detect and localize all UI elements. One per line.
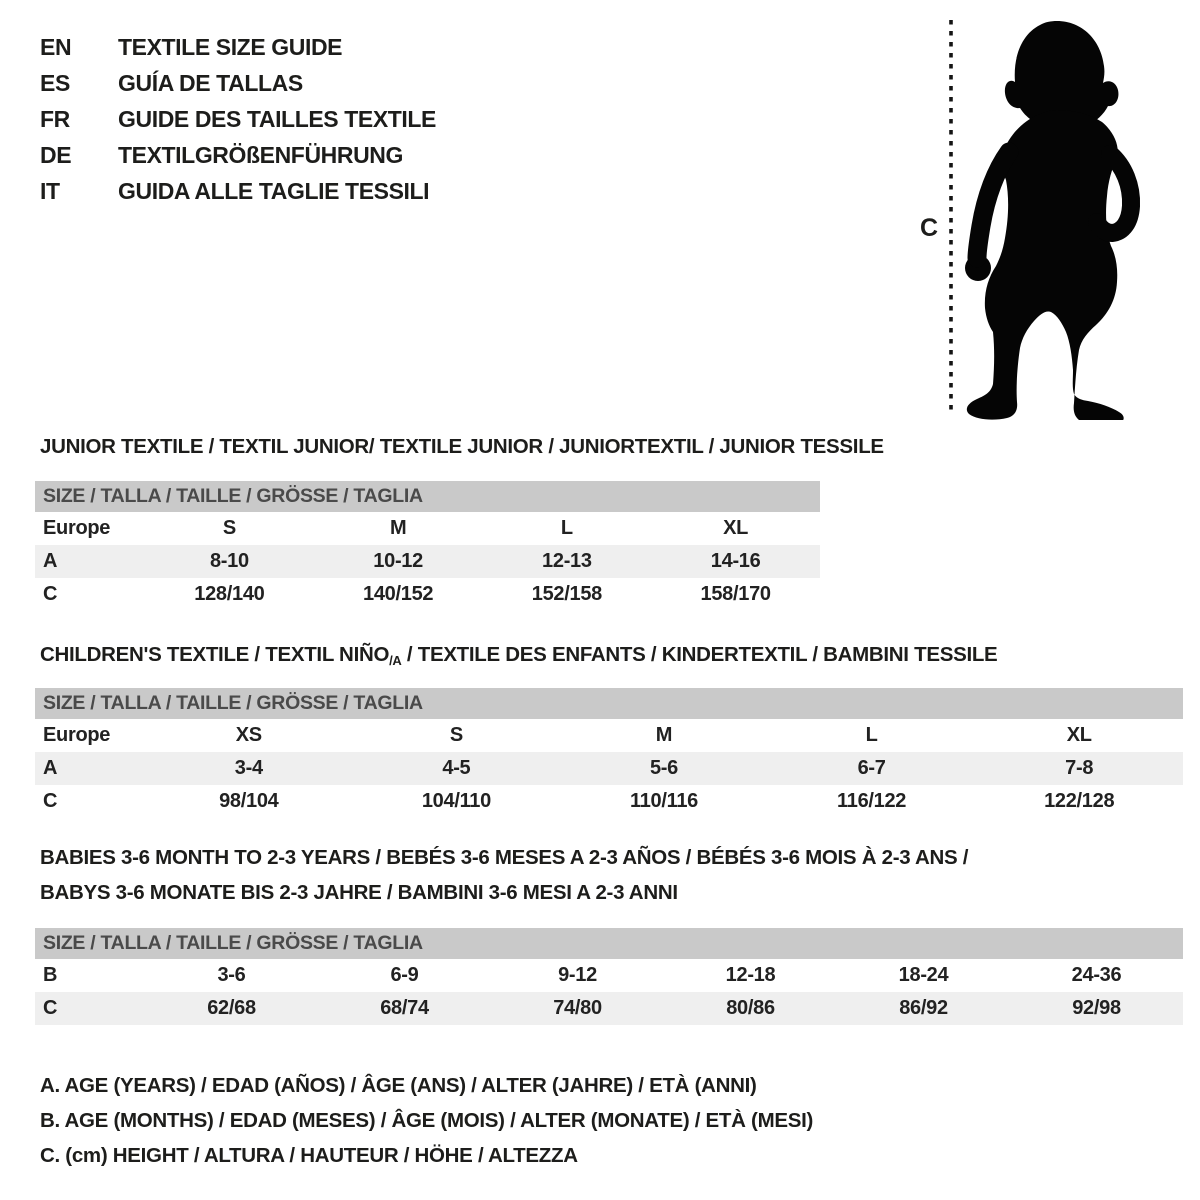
language-code: DE: [40, 141, 72, 168]
table-cell: 24-36: [1071, 964, 1122, 986]
language-code: FR: [40, 105, 70, 132]
table-row-europe: [35, 719, 1183, 752]
size-header-band: SIZE / TALLA / TAILLE / GRÖSSE / TAGLIA: [35, 481, 820, 512]
row-label: C: [43, 583, 58, 605]
table-cell: 6-7: [768, 752, 976, 785]
size-header-band: SIZE / TALLA / TAILLE / GRÖSSE / TAGLIA: [35, 688, 1183, 719]
guide-title-fr: GUIDE DES TAILLES TEXTILE: [118, 105, 436, 132]
language-row-it: [40, 173, 436, 209]
guide-title-es: GUÍA DE TALLAS: [118, 69, 303, 96]
table-row-age: [35, 752, 1183, 785]
language-row-es: [40, 65, 436, 101]
table-cell: L: [560, 517, 573, 539]
table-cell: M: [389, 517, 407, 539]
row-label: Europe: [43, 517, 111, 539]
table-cell: 8-10: [145, 545, 314, 578]
table-cell: 152/158: [531, 583, 602, 605]
children-title-post: / TEXTILE DES ENFANTS / KINDERTEXTIL / BAMBINI TESSILE: [401, 643, 998, 666]
measure-legend: [40, 1068, 813, 1173]
table-cell: 7-8: [975, 752, 1183, 785]
table-cell: S: [222, 517, 236, 539]
table-cell: XL: [1066, 724, 1092, 746]
table-row-europe: [35, 512, 820, 545]
table-cell: 10-12: [314, 545, 483, 578]
row-label: Europe: [43, 724, 111, 746]
table-cell: 18-24: [898, 964, 949, 986]
table-cell: 4-5: [353, 752, 561, 785]
table-cell: 110/116: [629, 790, 698, 812]
table-cell: 14-16: [651, 545, 820, 578]
baby-silhouette-icon: [962, 18, 1154, 420]
language-code: IT: [40, 177, 60, 204]
babies-size-table: [35, 928, 1183, 1025]
language-code: ES: [40, 69, 70, 96]
guide-title-it: GUIDA ALLE TAGLIE TESSILI: [118, 177, 430, 204]
table-cell: 5-6: [560, 752, 768, 785]
table-cell: 86/92: [837, 992, 1010, 1025]
table-cell: 92/98: [1010, 992, 1183, 1025]
height-measure-dashed-line: [948, 18, 954, 418]
table-cell: 62/68: [145, 992, 318, 1025]
legend-line-c: C. (cm) HEIGHT / ALTURA / HAUTEUR / HÖHE / ALTEZZA: [40, 1144, 578, 1167]
junior-size-table: [35, 481, 820, 611]
guide-title-de: TEXTILGRÖßENFÜHRUNG: [118, 141, 403, 168]
table-cell: 6-9: [390, 964, 419, 986]
table-cell: 9-12: [558, 964, 597, 986]
table-cell: 104/110: [421, 790, 491, 812]
language-title-list: [40, 29, 436, 209]
row-label: A: [35, 752, 145, 785]
height-measure-label: C: [920, 214, 939, 242]
table-cell: 98/104: [219, 790, 279, 812]
table-cell: 140/152: [363, 583, 434, 605]
table-cell: 3-4: [145, 752, 353, 785]
table-cell: 116/122: [837, 790, 907, 812]
language-row-en: [40, 29, 436, 65]
table-cell: 12-13: [483, 545, 652, 578]
language-row-de: [40, 137, 436, 173]
table-cell: 80/86: [664, 992, 837, 1025]
table-row-height: [35, 785, 1183, 818]
table-cell: XL: [723, 517, 749, 539]
table-cell: 74/80: [491, 992, 664, 1025]
children-section-title: [40, 643, 997, 668]
table-cell: 158/170: [700, 583, 771, 605]
babies-section-title-line1: BABIES 3-6 MONTH TO 2-3 YEARS / BEBÉS 3-6 MESES A 2-3 AÑOS / BÉBÉS 3-6 MOIS À 2-3 ANS /: [40, 846, 969, 869]
row-label: C: [35, 992, 145, 1025]
table-row-age: [35, 545, 820, 578]
row-label: A: [35, 545, 145, 578]
legend-line-b: B. AGE (MONTHS) / EDAD (MESES) / ÂGE (MOIS) / ALTER (MONATE) / ETÀ (MESI): [40, 1109, 814, 1132]
table-cell: 68/74: [318, 992, 491, 1025]
children-title-pre: CHILDREN'S TEXTILE / TEXTIL NIÑO: [40, 643, 390, 666]
table-row-months: [35, 959, 1183, 992]
legend-line-a: A. AGE (YEARS) / EDAD (AÑOS) / ÂGE (ANS) / ALTER (JAHRE) / ETÀ (ANNI): [40, 1074, 757, 1097]
language-code: EN: [40, 33, 72, 60]
table-cell: M: [655, 724, 673, 746]
table-row-height: [35, 578, 820, 611]
children-title-sub: /A: [389, 653, 402, 668]
size-header-band: SIZE / TALLA / TAILLE / GRÖSSE / TAGLIA: [35, 928, 1183, 959]
table-cell: S: [449, 724, 463, 746]
table-cell: L: [865, 724, 878, 746]
table-cell: 128/140: [194, 583, 265, 605]
table-cell: XS: [235, 724, 262, 746]
table-cell: 3-6: [217, 964, 246, 986]
row-label: B: [43, 964, 58, 986]
baby-height-figure: [912, 16, 1172, 428]
children-size-table: [35, 688, 1183, 818]
language-row-fr: [40, 101, 436, 137]
table-cell: 122/128: [1044, 790, 1115, 812]
babies-section-title-line2: BABYS 3-6 MONATE BIS 2-3 JAHRE / BAMBINI 3-6 MESI A 2-3 ANNI: [40, 881, 678, 904]
guide-title-en: TEXTILE SIZE GUIDE: [118, 33, 343, 60]
table-row-height: [35, 992, 1183, 1025]
row-label: C: [43, 790, 58, 812]
table-cell: 12-18: [725, 964, 776, 986]
junior-section-title: JUNIOR TEXTILE / TEXTIL JUNIOR/ TEXTILE JUNIOR / JUNIORTEXTIL / JUNIOR TESSILE: [40, 435, 884, 458]
